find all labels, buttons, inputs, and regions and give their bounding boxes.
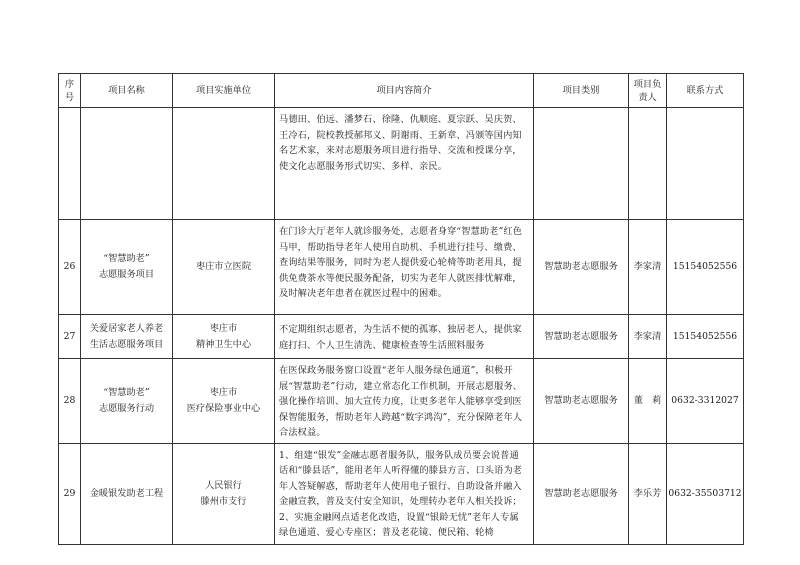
cell-content: 在医保政务服务窗口设置“老年人服务绿色通道”，积极开展“智慧助老”行动，建立常态化工作机制，开展志愿服务、强化操作培训、加大宣传力度，让更多老年人能够享受到医保智能服务，帮助老年人跨越“数字鸿沟”，充分保障老年人合法权益。	[275, 359, 534, 444]
cell-contact	[667, 108, 744, 220]
cell-leader: 李家清	[629, 315, 667, 359]
volunteer-project-table	[58, 73, 744, 545]
cell-category: 智慧助老志愿服务	[534, 359, 629, 444]
cell-category	[534, 108, 629, 220]
cell-contact: 0632-3312027	[667, 359, 744, 444]
cell-name	[81, 108, 173, 220]
cell-category: 智慧助老志愿服务	[534, 315, 629, 359]
cell-name: 金暖银发助老工程	[81, 443, 173, 544]
cell-leader	[629, 108, 667, 220]
table-row	[59, 359, 744, 444]
cell-no: 29	[59, 443, 81, 544]
cell-name: “智慧助老” 志愿服务行动	[81, 359, 173, 444]
header-leader: 项目负责人	[629, 74, 667, 108]
cell-content: 不定期组织志愿者，为生活不便的孤寡、独居老人，提供家庭打扫、个人卫生清洗、健康检查等生活照料服务	[275, 315, 534, 359]
header-no: 序号	[59, 74, 81, 108]
cell-no: 26	[59, 220, 81, 315]
header-category: 项目类别	[534, 74, 629, 108]
header-unit: 项目实施单位	[173, 74, 275, 108]
header-content: 项目内容简介	[275, 74, 534, 108]
table-row	[59, 108, 744, 220]
cell-contact: 0632-35503712	[667, 443, 744, 544]
cell-no	[59, 108, 81, 220]
table-header-row	[59, 74, 744, 108]
table-row	[59, 443, 744, 544]
cell-unit: 人民银行 滕州市支行	[173, 443, 275, 544]
cell-unit: 枣庄市 医疗保险事业中心	[173, 359, 275, 444]
cell-content: 1、组建“银发”金融志愿者服务队，服务队成员要会说普通话和“滕县话”，能用老年人听得懂的滕县方言、口头语为老年人答疑解惑，帮助老年人使用电子银行、自助设备并融入金融宣教，普及支付安全知识，处理转办老年人相关投诉；2、实施金融网点适老化改造，设置“银龄无忧”老年人专属绿色通道、爱心专座区；普及老花镜、便民箱、轮椅	[275, 443, 534, 544]
cell-contact: 15154052556	[667, 315, 744, 359]
cell-unit: 枣庄市立医院	[173, 220, 275, 315]
cell-content: 在门诊大厅老年人就诊服务处，志愿者身穿“智慧助老”红色马甲，帮助指导老年人使用自助机、手机进行挂号、缴费、查询结果等服务，同时为老人提供爱心轮椅等助老用具，提供免费茶水等便民服务配备，切实为老年人就医排忧解难，及时解决老年患者在就医过程中的困难。	[275, 220, 534, 315]
table-row	[59, 220, 744, 315]
cell-contact: 15154052556	[667, 220, 744, 315]
cell-unit: 枣庄市 精神卫生中心	[173, 315, 275, 359]
cell-category: 智慧助老志愿服务	[534, 220, 629, 315]
cell-content: 马德田、伯远、潘梦石、徐隆、仇顺庭、夏宗跃、吴庆贺、王冷石，院校教授郝邦义、阴谢雨、王新章、冯颁等国内知名艺术家，来对志愿服务项目进行指导、交流和授课分享，使文化志愿服务形式切实、多样、亲民。	[275, 108, 534, 220]
cell-leader: 李乐芳	[629, 443, 667, 544]
cell-no: 28	[59, 359, 81, 444]
cell-unit	[173, 108, 275, 220]
header-name: 项目名称	[81, 74, 173, 108]
cell-leader: 李家清	[629, 220, 667, 315]
cell-no: 27	[59, 315, 81, 359]
cell-leader: 董 莉	[629, 359, 667, 444]
cell-category: 智慧助老志愿服务	[534, 443, 629, 544]
cell-name: “智慧助老” 志愿服务项目	[81, 220, 173, 315]
cell-name: 关爱居家老人养老 生活志愿服务项目	[81, 315, 173, 359]
header-contact: 联系方式	[667, 74, 744, 108]
table-row	[59, 315, 744, 359]
